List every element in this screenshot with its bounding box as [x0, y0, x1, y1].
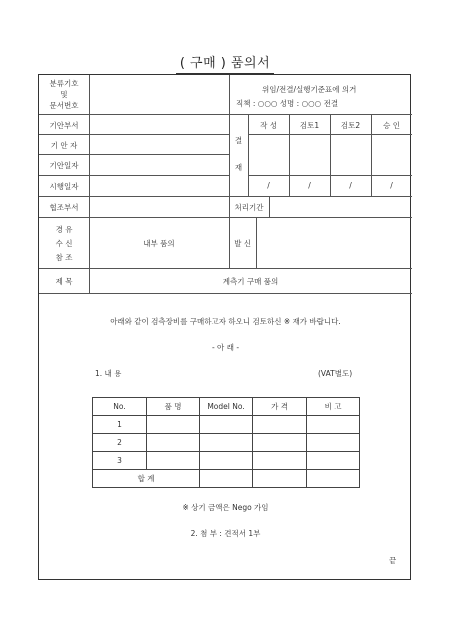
model-cell[interactable]	[200, 416, 253, 434]
attachment-text: 2. 첨 부 : 견적서 1부	[190, 529, 261, 538]
total-label: 합 계	[93, 470, 200, 488]
col-item-header: 품 명	[147, 398, 200, 416]
row-no: 1	[93, 416, 147, 434]
sign-box-writer[interactable]	[249, 135, 288, 175]
col-price-header: 가 격	[253, 398, 307, 416]
sign-box-review1[interactable]	[290, 135, 329, 175]
execution-date-field[interactable]	[90, 176, 228, 196]
drafter-field[interactable]	[90, 135, 228, 154]
drafting-dept-field[interactable]	[90, 115, 228, 134]
col-no-header: No.	[93, 398, 147, 416]
total-row	[93, 470, 360, 488]
sender-label: 발 신	[234, 239, 251, 248]
items-table	[92, 397, 360, 488]
item-cell[interactable]	[147, 416, 200, 434]
item-cell[interactable]	[147, 452, 200, 470]
draft-date-field[interactable]	[90, 155, 228, 175]
table-row	[93, 416, 360, 434]
remarks-cell[interactable]	[307, 434, 360, 452]
model-cell[interactable]	[200, 452, 253, 470]
price-cell[interactable]	[253, 416, 307, 434]
approval-label-1: 결	[234, 136, 243, 145]
cooperation-dept-label: 협조부서	[49, 203, 79, 212]
approval-form	[38, 74, 411, 580]
intro-text: 아래와 같이 검측장비를 구매하고자 하오니 검토하신 ※ 재가 바랍니다.	[110, 317, 341, 326]
total-remarks-cell[interactable]	[307, 470, 360, 488]
cooperation-dept-field[interactable]	[90, 197, 228, 216]
drafter-label: 기 안 자	[50, 141, 78, 150]
processing-period-label: 처리기간	[234, 203, 264, 212]
execution-date-label: 시행일자	[49, 182, 79, 191]
section-contents-label: 1. 내 용	[95, 369, 122, 378]
sender-field[interactable]	[257, 218, 411, 267]
col-remarks-header: 비 고	[307, 398, 360, 416]
item-cell[interactable]	[147, 434, 200, 452]
remarks-cell[interactable]	[307, 416, 360, 434]
approval-label-2: 재	[234, 163, 243, 172]
approval-col-review1: 검토1	[299, 121, 320, 130]
approval-col-approve: 승 인	[383, 121, 400, 130]
sign-date-review1[interactable]: /	[308, 181, 311, 190]
processing-period-field[interactable]	[270, 197, 411, 216]
price-cell[interactable]	[253, 452, 307, 470]
sign-box-review2[interactable]	[331, 135, 370, 175]
draft-date-label: 기안일자	[49, 161, 79, 170]
sign-date-writer[interactable]: /	[267, 181, 270, 190]
routing-labels: 경 유 수 신 참 조	[55, 225, 73, 262]
price-cell[interactable]	[253, 434, 307, 452]
approval-col-review2: 검토2	[340, 121, 361, 130]
total-model-cell[interactable]	[200, 470, 253, 488]
total-price-cell[interactable]	[253, 470, 307, 488]
col-model-header: Model No.	[200, 398, 253, 416]
model-cell[interactable]	[200, 434, 253, 452]
sign-box-approve[interactable]	[372, 135, 411, 175]
row-no: 2	[93, 434, 147, 452]
approval-col-writer: 작 성	[260, 121, 277, 130]
nego-note: ※ 상기 금액은 Nego 가임	[182, 503, 269, 512]
table-row	[93, 452, 360, 470]
subject-value[interactable]: 계측기 구매 품의	[222, 277, 279, 286]
document-title: ( 구매 ) 품의서	[0, 52, 450, 75]
vat-note: (VAT별도)	[318, 369, 353, 378]
recipient-value[interactable]: 내부 품의	[143, 239, 175, 248]
rank-name-text: 직책 : ○○○ 성명 : ○○○ 전결	[236, 99, 339, 108]
table-row	[93, 434, 360, 452]
below-heading: - 아 래 -	[211, 343, 240, 352]
delegation-basis-text: 위임/전결/실행기준표에 의거	[262, 85, 357, 94]
sign-date-approve[interactable]: /	[390, 181, 393, 190]
doc-number-label: 분류기호 및 문서번호	[49, 79, 79, 110]
subject-label: 제 목	[55, 277, 73, 286]
drafting-dept-label: 기안부서	[49, 121, 79, 130]
sign-date-review2[interactable]: /	[349, 181, 352, 190]
remarks-cell[interactable]	[307, 452, 360, 470]
row-no: 3	[93, 452, 147, 470]
end-mark: 끝	[389, 556, 397, 565]
doc-number-field[interactable]	[90, 76, 228, 113]
